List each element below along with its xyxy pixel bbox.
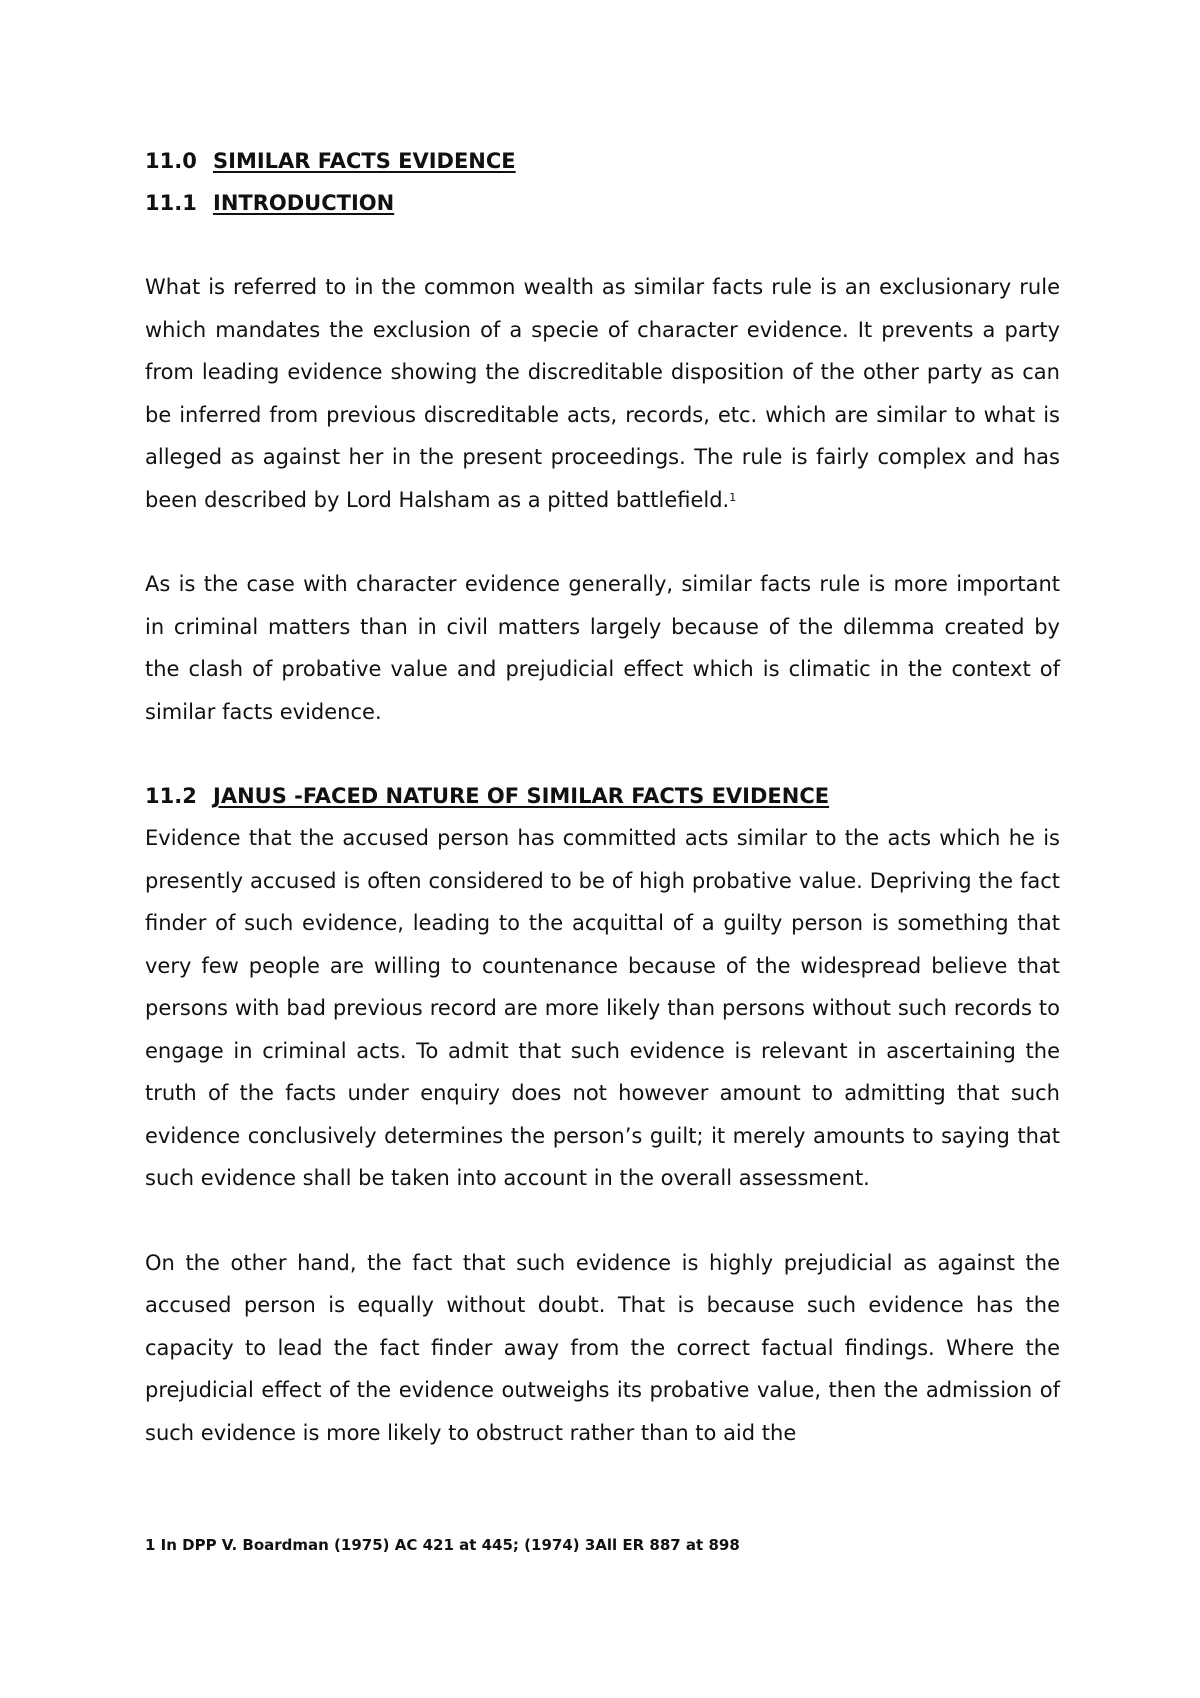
main-heading-number: 11.0 [145, 149, 197, 173]
janus-paragraph-2: On the other hand, the fact that such evidence is highly prejudicial as against the accused person is equally without doubt. That is because such evidence has the capacity to lead the fact finder away from the correct factual findings. Where the prejudicial effect of the evidence outweighs its probative value, then the admission of such evidence is more likely to obstruct rather than to aid the [145, 1250, 1060, 1445]
janus-heading-number: 11.2 [145, 784, 197, 808]
document-body [145, 140, 1060, 1454]
main-heading [145, 140, 1060, 182]
janus-heading-title: JANUS -FACED NATURE OF SIMILAR FACTS EVIDENCE [213, 784, 830, 808]
intro-heading [145, 182, 1060, 224]
janus-paragraph-1: Evidence that the accused person has committed acts similar to the acts which he is presently accused is often considered to be of high probative value. Depriving the fact finder of such evidence, leading to the acquittal of a guilty person is something that very few people are willing to countenance because of the widespread believe that persons with bad previous record are more likely than persons without such records to engage in criminal acts. To admit that such evidence is relevant in ascertaining the truth of the facts under enquiry does not however amount to admitting that such evidence conclusively determines the person’s guilt; it merely amounts to saying that such evidence shall be taken into account in the overall assessment. [145, 826, 1060, 1190]
intro-paragraph-1-text: What is referred to in the common wealth as similar facts rule is an exclusionary rule which mandates the exclusion of a specie of character evidence. It prevents a party from leading evidence showing the discreditable disposition of the other party as can be inferred from previous discreditable acts, records, etc. which are similar to what is alleged as against her in the present proceedings. The rule is fairly complex and has been described by Lord Halsham as a pitted battlefield. [145, 275, 1060, 512]
intro-paragraph-1 [145, 266, 1060, 521]
footnote: 1 In DPP V. Boardman (1975) AC 421 at 445; (1974) 3All ER 887 at 898 [145, 1536, 740, 1554]
janus-heading [145, 775, 1060, 817]
spacer [145, 733, 1060, 775]
spacer [145, 224, 1060, 266]
spacer [145, 521, 1060, 563]
main-heading-title: SIMILAR FACTS EVIDENCE [213, 149, 516, 173]
spacer [145, 1200, 1060, 1242]
intro-heading-number: 11.1 [145, 191, 197, 215]
intro-paragraph-2: As is the case with character evidence generally, similar facts rule is more important in criminal matters than in civil matters largely because of the dilemma created by the clash of probative value and prejudicial effect which is climatic in the context of similar facts evidence. [145, 572, 1060, 724]
footnote-ref: 1 [729, 490, 737, 504]
intro-heading-title: INTRODUCTION [213, 191, 395, 215]
